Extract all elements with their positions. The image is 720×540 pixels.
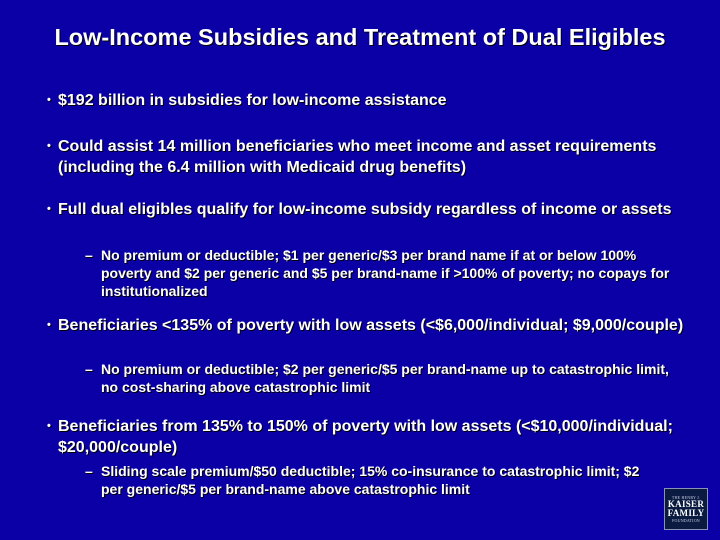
sub-bullet-text: No premium or deductible; $2 per generic/$5 per brand-name up to catastrophic limit, no cost-sharing above catastrophic limit (101, 361, 669, 395)
bullet-marker: • (47, 420, 51, 432)
sub-bullet-text: No premium or deductible; $1 per generic/$3 per brand name if at or below 100% poverty and $2 per generic and $5 per brand-name if >100% of poverty; no copays for institutionalized (101, 247, 670, 299)
bullet-text: Beneficiaries <135% of poverty with low assets (<$6,000/individual; $9,000/couple) (58, 317, 684, 334)
bullet-marker: • (47, 319, 51, 331)
sub-bullet-marker: – (85, 463, 93, 479)
logo-line-2: KAISER (667, 499, 705, 509)
logo-line-3: FAMILY (667, 508, 705, 518)
bullet-item (47, 136, 687, 178)
bullet-text: Full dual eligibles qualify for low-income subsidy regardless of income or assets (58, 201, 672, 218)
sub-bullet-item (85, 246, 675, 300)
bullet-text: $192 billion in subsidies for low-income assistance (58, 92, 447, 109)
sub-bullet-item (85, 360, 675, 396)
bullet-text: Could assist 14 million beneficiaries who meet income and asset requirements (including the 6.4 million with Medicaid drug benefits) (58, 138, 657, 176)
bullet-item (47, 199, 687, 220)
bullet-marker: • (47, 203, 51, 215)
logo-line-4: FOUNDATION (672, 518, 700, 523)
kaiser-family-foundation-logo (664, 488, 708, 530)
bullet-item (47, 315, 687, 336)
sub-bullet-marker: – (85, 247, 93, 263)
sub-bullet-marker: – (85, 361, 93, 377)
bullet-marker: • (47, 140, 51, 152)
slide-title: Low-Income Subsidies and Treatment of Dual Eligibles (54, 24, 666, 50)
bullet-item (47, 90, 687, 111)
bullet-text: Beneficiaries from 135% to 150% of poverty with low assets (<$10,000/individual; $20,000/couple) (58, 418, 673, 456)
sub-bullet-item (85, 462, 660, 498)
bullet-item (47, 416, 687, 458)
logo-line-1: THE HENRY J. (671, 495, 701, 500)
sub-bullet-text: Sliding scale premium/$50 deductible; 15% co-insurance to catastrophic limit; $2 per generic/$5 per brand-name above catastrophic limit (101, 463, 640, 497)
bullet-marker: • (47, 94, 51, 106)
